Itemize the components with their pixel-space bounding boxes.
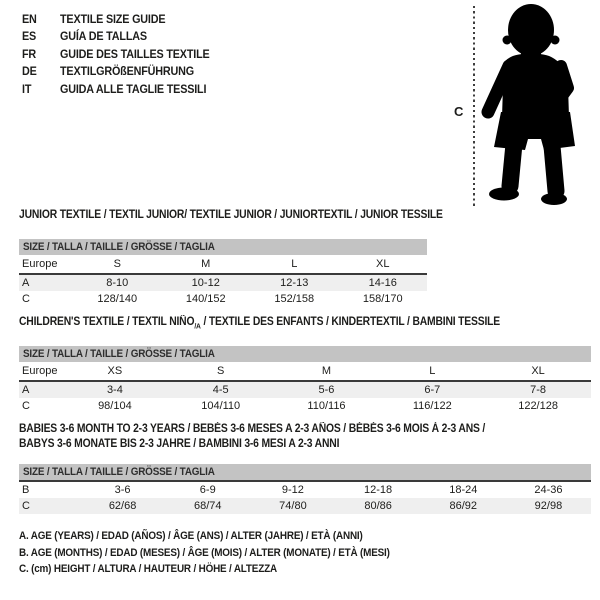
row-label: C bbox=[22, 293, 30, 305]
age-cell: 3-6 bbox=[114, 484, 131, 496]
junior-size-table bbox=[19, 239, 427, 307]
age-cell: 14-16 bbox=[368, 277, 397, 289]
row-label: C bbox=[22, 400, 30, 412]
height-cell: 98/104 bbox=[98, 400, 132, 412]
language-code: FR bbox=[22, 46, 37, 61]
age-cell: 18-24 bbox=[449, 484, 478, 496]
nino-a-subscript: /A bbox=[194, 321, 201, 331]
size-cell: XS bbox=[107, 365, 123, 377]
footnote-legend bbox=[19, 528, 431, 578]
language-label: TEXTILE SIZE GUIDE bbox=[60, 11, 166, 26]
size-cell: M bbox=[201, 258, 211, 270]
language-row-it bbox=[22, 80, 226, 98]
size-cell: M bbox=[321, 365, 332, 377]
row-label: B bbox=[22, 484, 30, 496]
height-measure-label: C bbox=[454, 104, 464, 119]
size-cell: S bbox=[217, 365, 225, 377]
junior-title-text: JUNIOR TEXTILE / TEXTIL JUNIOR/ TEXTILE JUNIOR / JUNIORTEXTIL / JUNIOR TESSILE bbox=[19, 209, 443, 221]
children-section-title bbox=[19, 315, 553, 333]
language-row-fr bbox=[22, 45, 226, 63]
table-row-age bbox=[19, 275, 427, 291]
height-cell: 92/98 bbox=[534, 500, 563, 512]
height-cell: 152/158 bbox=[274, 293, 315, 305]
toddler-silhouette-icon bbox=[481, 2, 593, 208]
language-label: GUÍA DE TALLAS bbox=[60, 29, 147, 44]
size-header-bar bbox=[19, 464, 591, 482]
size-cell: XL bbox=[376, 258, 390, 270]
table-row-europe bbox=[19, 362, 591, 382]
age-cell: 12-18 bbox=[364, 484, 393, 496]
language-code: DE bbox=[22, 64, 37, 79]
age-cell: 6-9 bbox=[199, 484, 216, 496]
size-cell: L bbox=[429, 365, 436, 377]
age-cell: 4-5 bbox=[212, 384, 229, 396]
footnote-a: A. AGE (YEARS) / EDAD (AÑOS) / ÂGE (ANS) / ALTER (JAHRE) / ETÀ (ANNI) bbox=[19, 530, 363, 542]
table-row-height bbox=[19, 398, 591, 414]
row-label: A bbox=[22, 277, 30, 289]
height-cell: 140/152 bbox=[185, 293, 226, 305]
age-cell: 9-12 bbox=[281, 484, 304, 496]
language-code: ES bbox=[22, 29, 37, 44]
language-label: GUIDA ALLE TAGLIE TESSILI bbox=[60, 81, 207, 96]
height-cell: 62/68 bbox=[108, 500, 137, 512]
table-row-age bbox=[19, 382, 591, 398]
language-label: TEXTILGRÖßENFÜHRUNG bbox=[60, 64, 194, 79]
height-cell: 74/80 bbox=[279, 500, 307, 512]
age-cell: 5-6 bbox=[318, 384, 335, 396]
height-cell: 122/128 bbox=[518, 400, 558, 412]
age-cell: 6-7 bbox=[424, 384, 441, 396]
table-row-age-months bbox=[19, 482, 591, 498]
row-label: Europe bbox=[22, 365, 58, 377]
children-title-text: CHILDREN'S TEXTILE / TEXTIL $NIÑO_{/A}$ / TEXTILE DES ENFANTS / KINDERTEXTIL / BAMBINI TESSILE bbox=[19, 316, 501, 331]
age-cell: 12-13 bbox=[280, 277, 309, 289]
age-cell: 8-10 bbox=[106, 277, 129, 289]
table-row-height bbox=[19, 498, 591, 514]
language-row-es bbox=[22, 28, 226, 46]
size-cell: S bbox=[113, 258, 121, 270]
size-header-text: SIZE / TALLA / TAILLE / GRÖSSE / TAGLIA bbox=[23, 466, 215, 478]
height-cell: 128/140 bbox=[97, 293, 138, 305]
row-label: A bbox=[22, 384, 30, 396]
height-cell: 104/110 bbox=[201, 400, 241, 412]
size-header-bar bbox=[19, 239, 427, 255]
language-code: EN bbox=[22, 11, 37, 26]
row-label: C bbox=[22, 500, 30, 512]
size-header-bar bbox=[19, 346, 591, 362]
language-row-en bbox=[22, 10, 226, 28]
row-label: Europe bbox=[22, 258, 58, 270]
height-cell: 86/92 bbox=[449, 500, 478, 512]
height-cell: 68/74 bbox=[193, 500, 222, 512]
age-cell: 7-8 bbox=[530, 384, 547, 396]
size-cell: L bbox=[291, 258, 298, 270]
height-cell: 116/122 bbox=[412, 400, 452, 412]
size-header-text: SIZE / TALLA / TAILLE / GRÖSSE / TAGLIA bbox=[23, 241, 215, 253]
height-cell: 110/116 bbox=[307, 400, 346, 412]
size-cell: XL bbox=[531, 365, 545, 377]
junior-section-title bbox=[19, 208, 490, 223]
babies-title-line2: BABYS 3-6 MONATE BIS 2-3 JAHRE / BAMBINI 3-6 MESI A 2-3 ANNI bbox=[19, 438, 340, 450]
language-code: IT bbox=[22, 81, 32, 96]
language-list bbox=[22, 10, 226, 98]
footnote-b: B. AGE (MONTHS) / EDAD (MESES) / ÂGE (MOIS) / ALTER (MONATE) / ETÀ (MESI) bbox=[19, 546, 390, 559]
footnote-c: C. (cm) HEIGHT / ALTURA / HAUTEUR / HÖHE / ALTEZZA bbox=[19, 563, 277, 575]
table-row-europe bbox=[19, 255, 427, 275]
language-row-de bbox=[22, 63, 226, 81]
height-cell: 80/86 bbox=[364, 500, 392, 512]
age-cell: 3-4 bbox=[106, 384, 123, 396]
babies-title-line1: BABIES 3-6 MONTH TO 2-3 YEARS / BEBÉS 3-6 MESES A 2-3 AÑOS / BÉBÉS 3-6 MOIS À 2-3 ANS / bbox=[19, 423, 486, 435]
babies-section-title bbox=[19, 422, 537, 452]
table-row-height bbox=[19, 291, 427, 307]
language-label: GUIDE DES TAILLES TEXTILE bbox=[60, 46, 210, 61]
age-cell: 24-36 bbox=[534, 484, 563, 496]
children-size-table bbox=[19, 346, 591, 414]
age-cell: 10-12 bbox=[191, 277, 220, 289]
height-cell: 158/170 bbox=[362, 293, 403, 305]
height-dotted-line bbox=[473, 6, 475, 208]
babies-size-table bbox=[19, 464, 591, 514]
size-header-text: SIZE / TALLA / TAILLE / GRÖSSE / TAGLIA bbox=[23, 348, 215, 360]
